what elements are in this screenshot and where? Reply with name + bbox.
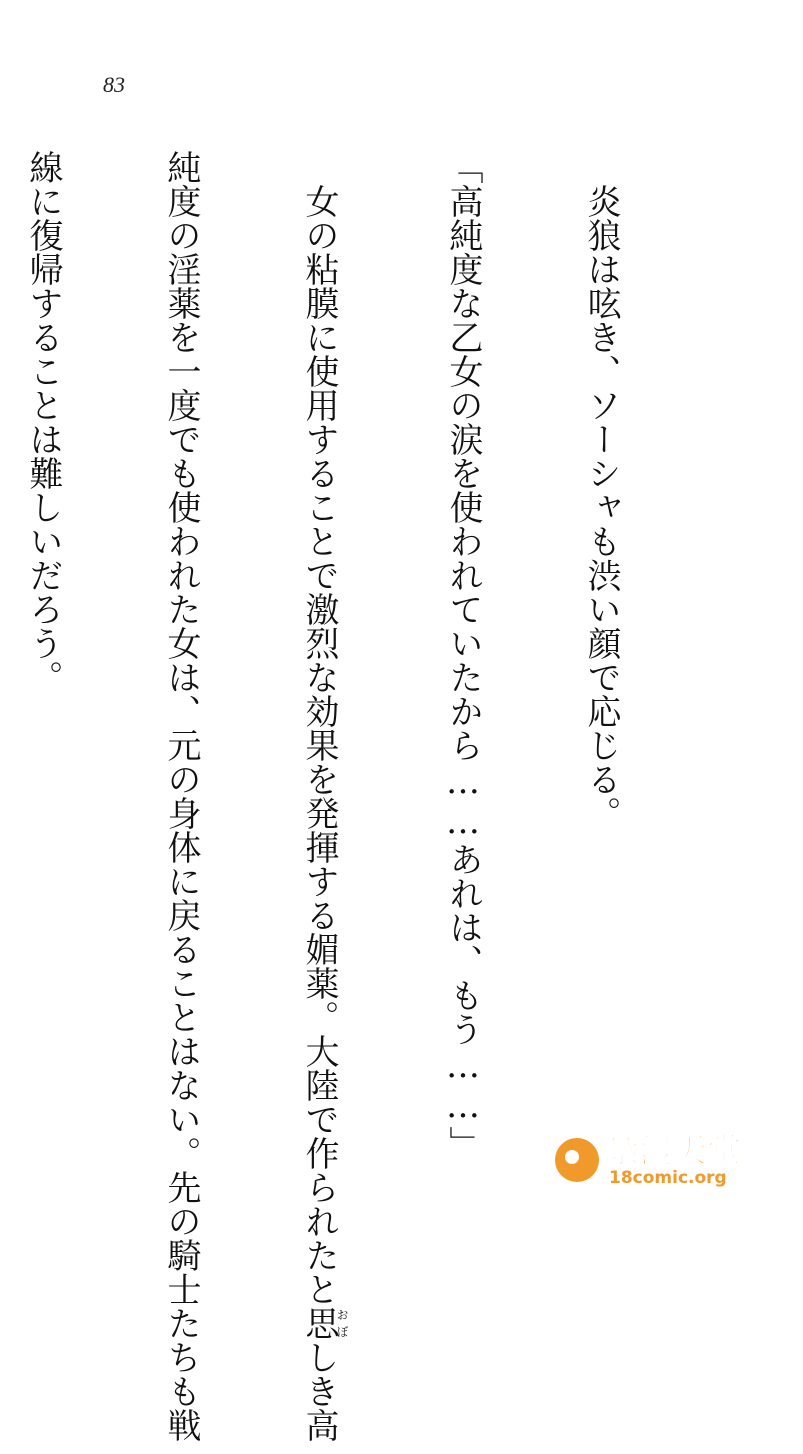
watermark-text (605, 1130, 741, 1188)
text-column: 純度の淫薬を一度でも使われた女は、元の身体に戻ることはない。先の騎士たちも戦 (161, 150, 201, 1442)
text-column: 線に復帰することは難しいだろう。 (23, 150, 63, 694)
text-column: 女の粘膜に使用することで激烈な効果を発揮する媚薬。大陸で作られたと思おぼしき高 (299, 150, 349, 1442)
site-watermark (555, 1130, 770, 1190)
watermark-title: 禁漫天堂 (605, 1130, 741, 1171)
fish-logo-icon (555, 1138, 599, 1182)
ruby-annotation: 思おぼ (299, 1306, 349, 1340)
watermark-domain: 18comic.org (609, 1167, 727, 1188)
text-column: 炎狼は呟き、ソーシャも渋い顔で応じる。 (581, 150, 621, 830)
text-column: 「高純度な乙女の涙を使われていたから……あれは、もう……」 (443, 150, 483, 1160)
page-number: 83 (103, 72, 125, 97)
ruby-reading: おぼ (335, 1306, 349, 1340)
